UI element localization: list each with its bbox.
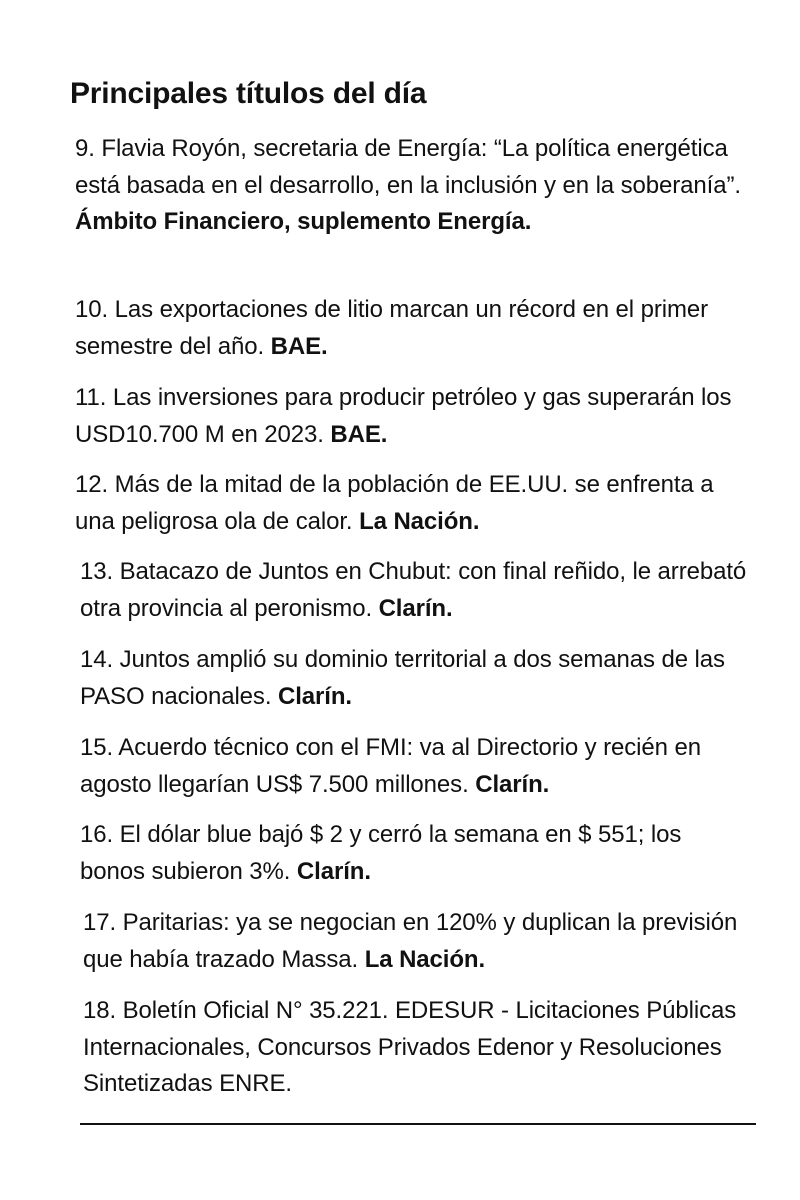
source-label: Ámbito Financiero, suplemento Energía. — [75, 208, 532, 235]
headline-text: 17. Paritarias: ya se negocian en 120% y duplican la previsión que había trazado Massa. — [83, 909, 738, 973]
source-label: BAE. — [330, 420, 388, 448]
source-label: La Nación. — [364, 945, 486, 973]
list-item — [75, 467, 747, 540]
list-item — [83, 905, 755, 978]
list-item — [83, 993, 755, 1103]
source-label: Clarín. — [296, 857, 371, 885]
source-label: La Nación. — [359, 507, 480, 535]
headline-text: 16. El dólar blue bajó $ 2 y cerró la semana en $ 551; los bonos subieron 3%. — [80, 821, 682, 885]
source-label: Clarín. — [277, 682, 352, 710]
source-label: BAE. — [270, 332, 328, 360]
list-item — [75, 131, 747, 241]
list-item — [80, 730, 752, 803]
headline-text: 11. Las inversiones para producir petróleo y gas superarán los USD10.700 M en 2023. — [75, 384, 732, 448]
headline-text: 10. Las exportaciones de litio marcan un récord en el primer semestre del año. — [75, 296, 709, 360]
headline-text: 9. Flavia Royón, secretaria de Energía: “La política energética está basada en el desarrollo, en la inclusión y en la soberanía”. — [75, 135, 741, 199]
list-item — [80, 817, 752, 890]
page-title: Principales títulos del día — [70, 77, 427, 110]
list-item — [75, 380, 747, 453]
source-label: Clarín. — [475, 770, 550, 798]
headline-text: 12. Más de la mitad de la población de EE.UU. se enfrenta a una peligrosa ola de calor. — [75, 471, 714, 535]
headline-text: 13. Batacazo de Juntos en Chubut: con final reñido, le arrebató otra provincia al peronismo. — [80, 558, 747, 622]
list-item — [80, 554, 752, 627]
bottom-divider — [80, 1123, 756, 1125]
list-item — [75, 292, 747, 365]
source-label: Clarín. — [378, 594, 453, 622]
list-item — [80, 642, 755, 715]
headline-text: 18. Boletín Oficial N° 35.221. EDESUR - Licitaciones Públicas Internacionales, Concursos Privados Edenor y Resoluciones Sintetizadas ENRE. — [83, 997, 737, 1097]
headline-text: 14. Juntos amplió su dominio territorial a dos semanas de las PASO nacionales. — [80, 646, 725, 710]
headline-text: 15. Acuerdo técnico con el FMI: va al Directorio y recién en agosto llegarían US$ 7.500 millones. — [80, 734, 701, 798]
